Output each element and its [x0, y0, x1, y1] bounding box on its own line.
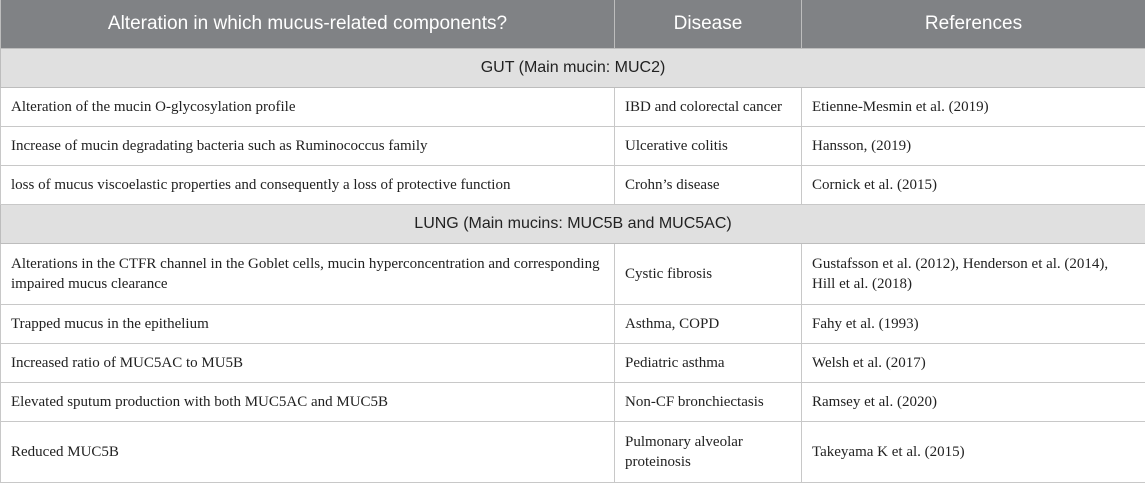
table-row: [1, 244, 1145, 305]
column-header-alteration: Alteration in which mucus-related components?: [1, 0, 615, 49]
alteration-cell: loss of mucus viscoelastic properties and consequently a loss of protective function: [1, 166, 615, 205]
table-row: [1, 422, 1145, 483]
references-cell: Hansson, (2019): [802, 127, 1145, 166]
references-cell: Takeyama K et al. (2015): [802, 422, 1145, 483]
table-row: [1, 127, 1145, 166]
disease-cell: Pulmonary alveolar proteinosis: [615, 422, 802, 483]
references-cell: Fahy et al. (1993): [802, 305, 1145, 344]
alteration-cell: Increase of mucin degradating bacteria such as Ruminococcus family: [1, 127, 615, 166]
alteration-cell: Elevated sputum production with both MUC5AC and MUC5B: [1, 383, 615, 422]
section-header-lung: [1, 205, 1145, 244]
table-row: [1, 344, 1145, 383]
references-cell: Cornick et al. (2015): [802, 166, 1145, 205]
disease-cell: Ulcerative colitis: [615, 127, 802, 166]
references-cell: Gustafsson et al. (2012), Henderson et al. (2014), Hill et al. (2018): [802, 244, 1145, 305]
references-cell: Ramsey et al. (2020): [802, 383, 1145, 422]
table-row: [1, 383, 1145, 422]
disease-cell: IBD and colorectal cancer: [615, 88, 802, 127]
disease-cell: Asthma, COPD: [615, 305, 802, 344]
table-header: [1, 0, 1145, 49]
references-cell: Welsh et al. (2017): [802, 344, 1145, 383]
alteration-cell: Reduced MUC5B: [1, 422, 615, 483]
disease-cell: Cystic fibrosis: [615, 244, 802, 305]
header-row: [1, 0, 1145, 49]
table-row: [1, 166, 1145, 205]
table-row: [1, 305, 1145, 344]
alteration-cell: Increased ratio of MUC5AC to MU5B: [1, 344, 615, 383]
references-cell: Etienne-Mesmin et al. (2019): [802, 88, 1145, 127]
disease-cell: Crohn’s disease: [615, 166, 802, 205]
table-body: [1, 49, 1145, 483]
section-title: GUT (Main mucin: MUC2): [1, 49, 1145, 88]
disease-cell: Non-CF bronchiectasis: [615, 383, 802, 422]
column-header-disease: Disease: [615, 0, 802, 49]
column-header-references: References: [802, 0, 1145, 49]
section-title: LUNG (Main mucins: MUC5B and MUC5AC): [1, 205, 1145, 244]
alteration-cell: Alterations in the CTFR channel in the Goblet cells, mucin hyperconcentration and corresponding impaired mucus clearance: [1, 244, 615, 305]
table-row: [1, 88, 1145, 127]
alteration-cell: Alteration of the mucin O-glycosylation profile: [1, 88, 615, 127]
disease-cell: Pediatric asthma: [615, 344, 802, 383]
alteration-cell: Trapped mucus in the epithelium: [1, 305, 615, 344]
section-header-gut: [1, 49, 1145, 88]
